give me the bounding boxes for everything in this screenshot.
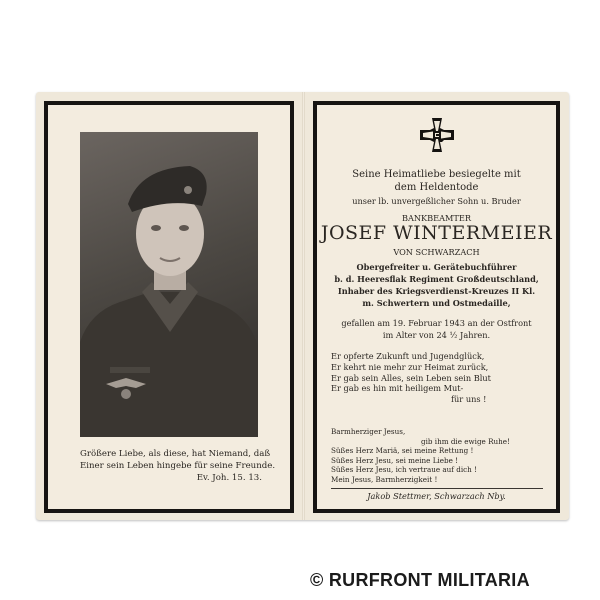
left-panel	[44, 101, 294, 513]
soldier-portrait-photo	[80, 132, 258, 437]
deceased-name: JOSEF WINTERMEIER	[320, 222, 553, 244]
prayer-line-5: Süßes Herz Jesu, ich vertraue auf dich !	[331, 465, 477, 475]
memorial-verse	[331, 351, 551, 405]
prayer-line-4: Süßes Herz Jesu, sei meine Liebe !	[331, 455, 459, 465]
quote-line-2: Einer sein Leben hingebe für seine Freunde.	[80, 460, 276, 471]
rank-line-1: Obergefreiter u. Gerätebuchführer	[356, 262, 517, 272]
rank-line-2: b. d. Heeresflak Regiment Großdeutschland,	[334, 274, 539, 284]
verse-line-5: für uns !	[451, 394, 487, 405]
prayer-line-6: Mein Jesus, Barmherzigkeit !	[331, 474, 438, 484]
prayer-line-1: Barmherziger Jesus,	[331, 427, 406, 436]
intro-line-2: dem Heldentode	[394, 182, 479, 193]
bible-quote	[80, 449, 276, 485]
verse-line-2: Er kehrt nie mehr zur Heimat zurück,	[331, 361, 489, 372]
rank-line-4: m. Schwertern und Ostmedaille,	[362, 298, 511, 308]
portrait-illustration	[80, 132, 258, 437]
death-line-2: im Alter von 24 ½ Jahren.	[382, 330, 491, 340]
right-panel	[313, 101, 560, 513]
iron-cross-icon	[419, 117, 455, 153]
verse-line-4: Er gab es hin mit heiligem Mut-	[331, 383, 464, 394]
verse-line-3: Er gab sein Alles, sein Leben sein Blut	[331, 372, 491, 383]
quote-reference: Ev. Joh. 15. 13.	[196, 473, 262, 483]
divider-rule	[331, 488, 543, 489]
verse-line-1: Er opferte Zukunft und Jugendglück,	[331, 351, 485, 361]
intro-line-1: Seine Heimatliebe besiegelte mit	[352, 169, 521, 180]
occupation: BANKBEAMTER	[401, 213, 472, 223]
prayer-line-2: gib ihm die ewige Ruhe!	[421, 436, 510, 446]
death-line-1: gefallen am 19. Februar 1943 an der Ostfront	[341, 318, 532, 328]
rank-line-3: Inhaber des Kriegsverdienst-Kreuzes II Kl.	[337, 286, 536, 296]
origin: VON SCHWARZACH	[393, 247, 480, 257]
quote-line-1: Größere Liebe, als diese, hat Niemand, daß	[80, 449, 271, 459]
printer-imprint: Jakob Stettmer, Schwarzach Nby.	[367, 491, 506, 501]
prayer-block	[331, 427, 546, 485]
relation-text: unser lb. unvergeßlicher Sohn u. Bruder	[352, 196, 521, 206]
card-fold	[302, 92, 305, 520]
prayer-line-3: Süßes Herz Mariä, sei meine Rettung !	[331, 446, 474, 456]
watermark: © RURFRONT MILITARIA	[310, 570, 530, 590]
